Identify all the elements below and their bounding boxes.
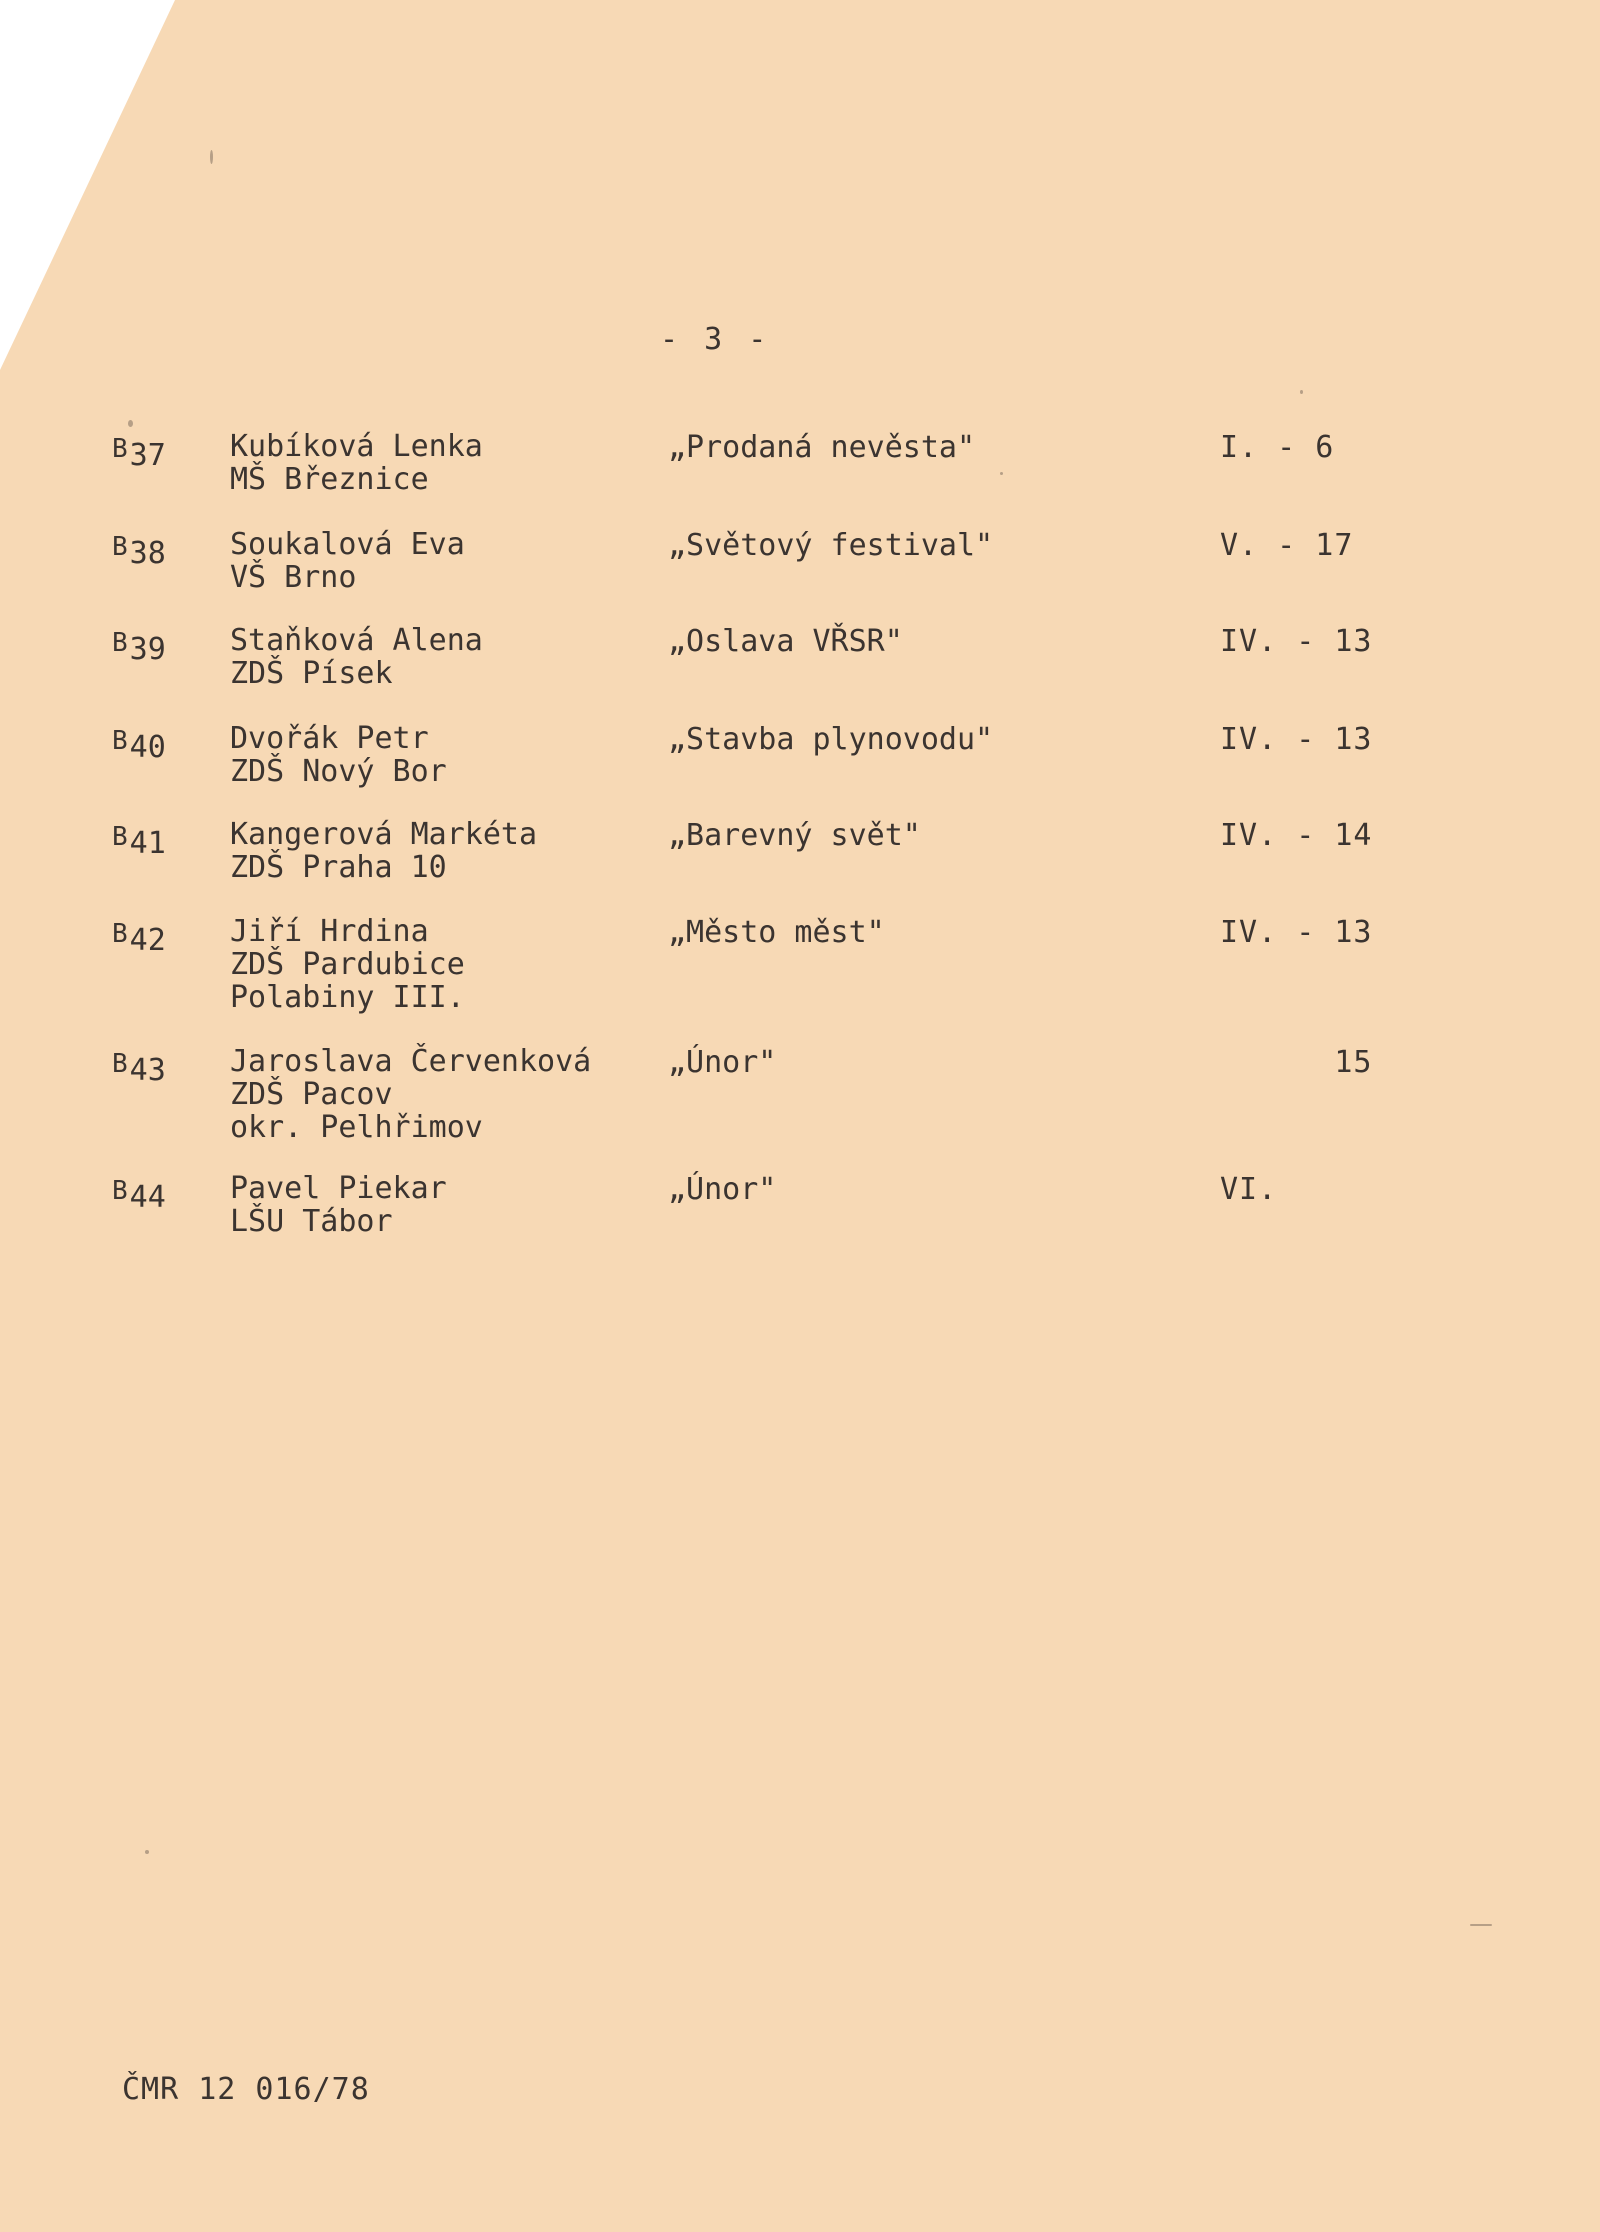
torn-corner — [0, 0, 175, 370]
entry-grade: IV. - 14 — [1220, 818, 1373, 853]
entry-title: „Barevný svět" — [668, 818, 921, 853]
entry-title: „Prodaná nevěsta" — [668, 430, 976, 465]
author-school: ZDŠ Pardubice — [230, 947, 465, 982]
entry-code: $B_{42}$ — [112, 919, 166, 958]
entry-author — [230, 915, 465, 1014]
author-school: LŠU Tábor — [230, 1204, 393, 1239]
entry-grade: I. - 6 — [1220, 430, 1335, 465]
entry-code: $B_{40}$ — [112, 726, 166, 765]
paper-speck — [145, 1850, 149, 1854]
entry-grade: V. - 17 — [1220, 528, 1354, 563]
entry-code-number: 43 — [129, 1053, 166, 1088]
author-name: Kangerová Markéta — [230, 817, 538, 852]
entry-code-number: 41 — [129, 826, 166, 861]
entry-title: „Stavba plynovodu" — [668, 722, 994, 757]
entry-author — [230, 1045, 591, 1144]
entry-author — [230, 624, 483, 690]
entry-code: $B_{37}$ — [112, 434, 166, 473]
entry-title: „Únor" — [668, 1172, 777, 1207]
entry-title: „Světový festival" — [668, 528, 994, 563]
entry-code-number: 42 — [129, 923, 166, 958]
paper-speck — [210, 150, 213, 164]
entry-title: „Město měst" — [668, 915, 885, 950]
author-school: ZDŠ Praha 10 — [230, 850, 447, 885]
author-school: VŠ Brno — [230, 560, 357, 595]
entry-code-number: 38 — [129, 536, 166, 571]
entry-author — [230, 722, 447, 788]
paper-speck — [1470, 1924, 1492, 1926]
entry-grade: IV. - 13 — [1220, 915, 1373, 950]
entry-author — [230, 818, 537, 884]
entry-code: $B_{38}$ — [112, 532, 166, 571]
author-name: Jaroslava Červenková — [230, 1044, 592, 1079]
entry-code: $B_{41}$ — [112, 822, 166, 861]
author-school: ZDŠ Nový Bor — [230, 754, 447, 789]
paper-speck — [1300, 390, 1303, 394]
entry-code: $B_{43}$ — [112, 1049, 166, 1088]
entry-grade: IV. - 13 — [1220, 722, 1373, 757]
author-name: Staňková Alena — [230, 623, 483, 658]
entry-author — [230, 1172, 447, 1238]
entry-code-number: 40 — [129, 730, 166, 765]
entry-grade: 15 — [1220, 1045, 1373, 1080]
author-name: Kubíková Lenka — [230, 429, 483, 464]
author-name: Pavel Piekar — [230, 1171, 447, 1206]
entry-title: „Únor" — [668, 1045, 777, 1080]
entry-code-number: 44 — [129, 1180, 166, 1215]
author-name: Dvořák Petr — [230, 721, 429, 756]
author-school: MŠ Březnice — [230, 462, 429, 497]
entry-grade: IV. - 13 — [1220, 624, 1373, 659]
entry-code-number: 37 — [129, 438, 166, 473]
page-number: - 3 - — [660, 322, 771, 357]
entry-author — [230, 430, 483, 496]
archive-reference: ČMR 12 016/78 — [122, 2072, 370, 2107]
entry-code: $B_{44}$ — [112, 1176, 166, 1215]
author-address: Polabiny III. — [230, 980, 465, 1015]
entry-title: „Oslava VŘSR" — [668, 624, 903, 659]
entry-code: $B_{39}$ — [112, 628, 166, 667]
author-school: ZDŠ Písek — [230, 656, 393, 691]
author-name: Soukalová Eva — [230, 527, 465, 562]
author-school: ZDŠ Pacov — [230, 1077, 393, 1112]
paper-speck — [128, 420, 133, 427]
entry-grade: VI. — [1220, 1172, 1278, 1207]
entry-author — [230, 528, 465, 594]
author-address: okr. Pelhřimov — [230, 1110, 483, 1145]
entry-code-number: 39 — [129, 632, 166, 667]
author-name: Jiří Hrdina — [230, 914, 429, 949]
paper-speck — [1000, 472, 1003, 475]
